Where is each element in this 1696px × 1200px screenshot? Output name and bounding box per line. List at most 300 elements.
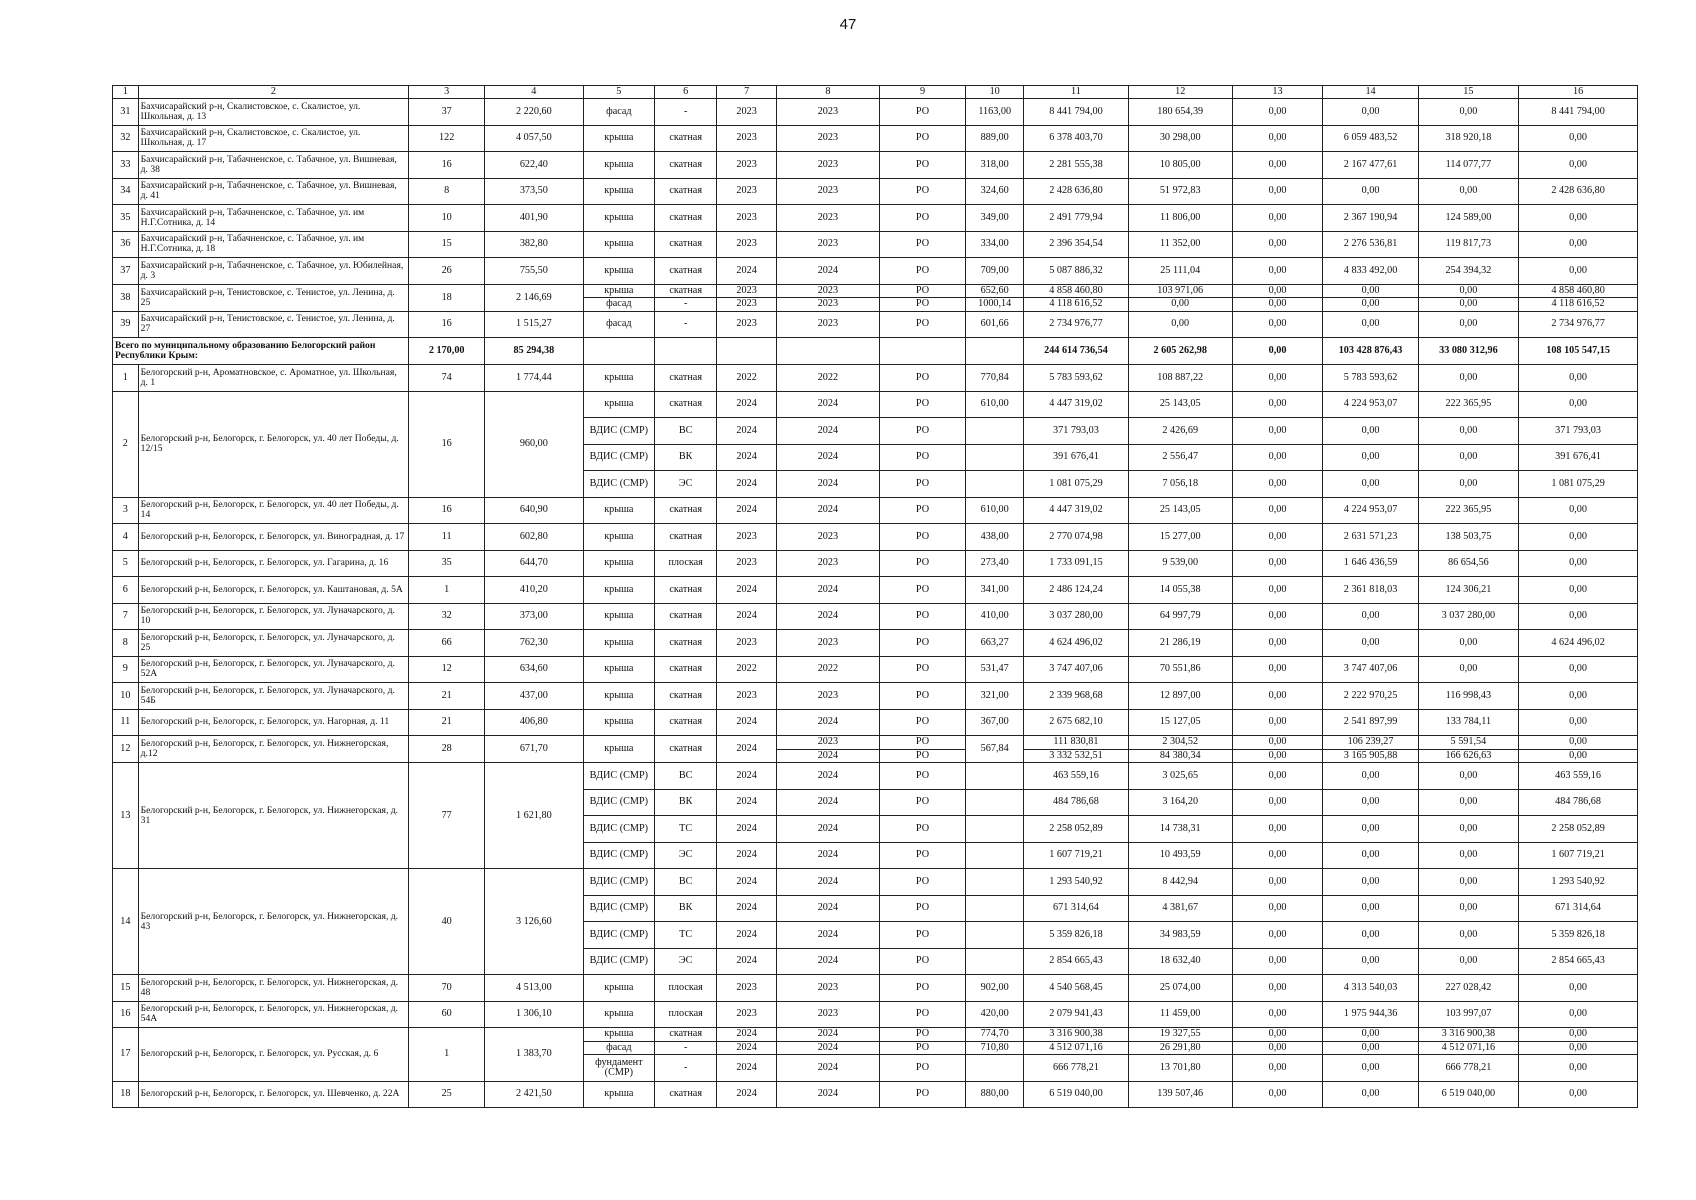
value-cell: 0,00 xyxy=(1232,1055,1323,1082)
work-type-cell: крыша xyxy=(583,391,655,418)
address-cell: Бахчисарайский р-н, Табачненское, с. Табачное, ул. Вишневая, д. 38 xyxy=(138,152,409,179)
value-cell: 11 459,00 xyxy=(1128,1001,1232,1028)
value-cell: 4 858 460,80 xyxy=(1519,284,1638,298)
area-cell: 2 146,69 xyxy=(485,284,583,311)
value-cell: 51 972,83 xyxy=(1128,178,1232,205)
apartments-cell: 28 xyxy=(409,736,485,763)
value-cell: 1 646 436,59 xyxy=(1323,550,1418,577)
apartments-cell: 16 xyxy=(409,391,485,497)
value-cell: РО xyxy=(879,749,966,763)
value-cell: 0,00 xyxy=(1232,842,1323,869)
value-cell: 70 551,86 xyxy=(1128,656,1232,683)
value-cell: 0,00 xyxy=(1519,577,1638,604)
capital-repair-table xyxy=(112,85,1638,1108)
value-cell: 371 793,03 xyxy=(1519,418,1638,445)
value-cell: 2022 xyxy=(777,365,880,392)
area-cell: 762,30 xyxy=(485,630,583,657)
value-cell: 2024 xyxy=(717,816,777,843)
amount-cell: 0,00 xyxy=(1519,736,1638,750)
table-row xyxy=(113,311,1638,338)
value-cell: 0,00 xyxy=(1519,656,1638,683)
value-cell: скатная xyxy=(655,603,717,630)
value-cell: плоская xyxy=(655,1001,717,1028)
work-type-cell: крыша xyxy=(583,550,655,577)
apartments-cell: 37 xyxy=(409,99,485,126)
work-type-cell: крыша xyxy=(583,1001,655,1028)
area-cell: 373,00 xyxy=(485,603,583,630)
value-cell: скатная xyxy=(655,630,717,657)
work-type-cell: ВДИС (СМР) xyxy=(583,789,655,816)
value-cell: 5 783 593,62 xyxy=(1323,365,1418,392)
row-number: 38 xyxy=(113,284,139,311)
table-row xyxy=(113,99,1638,126)
total-amount: 0,00 xyxy=(1232,338,1323,365)
table-row xyxy=(113,231,1638,258)
area-cell: 437,00 xyxy=(485,683,583,710)
work-type-cell: ВДИС (СМР) xyxy=(583,471,655,498)
value-cell: скатная xyxy=(655,258,717,285)
apartments-cell: 66 xyxy=(409,630,485,657)
apartments-cell: 32 xyxy=(409,603,485,630)
value-cell: 391 676,41 xyxy=(1024,444,1129,471)
row-number: 39 xyxy=(113,311,139,338)
value-cell: 2 428 636,80 xyxy=(1024,178,1129,205)
value-cell: 0,00 xyxy=(1418,444,1519,471)
value-cell: 0,00 xyxy=(1519,603,1638,630)
apartments-cell: 60 xyxy=(409,1001,485,1028)
work-type-cell: фасад xyxy=(583,99,655,126)
value-cell: 0,00 xyxy=(1418,99,1519,126)
apartments-cell: 77 xyxy=(409,763,485,869)
value-cell: 4 313 540,03 xyxy=(1323,975,1418,1002)
table-row xyxy=(113,152,1638,179)
value-cell: 671 314,64 xyxy=(1519,895,1638,922)
value-cell: 2023 xyxy=(717,284,777,298)
value-cell: 3 037 280,00 xyxy=(1418,603,1519,630)
value-cell xyxy=(966,895,1024,922)
value-cell: 114 077,77 xyxy=(1418,152,1519,179)
work-type-cell: фасад xyxy=(583,311,655,338)
value-cell: 889,00 xyxy=(966,125,1024,152)
value-cell: 0,00 xyxy=(1323,763,1418,790)
table-row xyxy=(113,550,1638,577)
amount-cell: 0,00 xyxy=(1232,736,1323,750)
value-cell: - xyxy=(655,1055,717,1082)
value-cell: 463 559,16 xyxy=(1519,763,1638,790)
value-cell: 0,00 xyxy=(1232,630,1323,657)
table-row xyxy=(113,577,1638,604)
value-cell: 770,84 xyxy=(966,365,1024,392)
value-cell: 2024 xyxy=(717,444,777,471)
work-type-cell: крыша xyxy=(583,284,655,298)
value-cell: 0,00 xyxy=(1323,471,1418,498)
address-cell: Белогорский р-н, Белогорск, г. Белогорск, ул. Виноградная, д. 17 xyxy=(138,524,409,551)
value-cell: 0,00 xyxy=(1323,948,1418,975)
work-type-cell: крыша xyxy=(583,178,655,205)
value-cell: 0,00 xyxy=(1232,922,1323,949)
amount-cell: 5 591,54 xyxy=(1418,736,1519,750)
value-cell: 3 747 407,06 xyxy=(1323,656,1418,683)
value-cell: 2024 xyxy=(777,895,880,922)
value-cell: 2023 xyxy=(717,1001,777,1028)
address-cell: Белогорский р-н, Белогорск, г. Белогорск, ул. Луначарского, д. 25 xyxy=(138,630,409,657)
table-row xyxy=(113,683,1638,710)
value-cell: 0,00 xyxy=(1323,1081,1418,1108)
value-cell: 5 359 826,18 xyxy=(1024,922,1129,949)
address-cell: Белогорский р-н, Белогорск, г. Белогорск, ул. Русская, д. 6 xyxy=(138,1028,409,1082)
value-cell: скатная xyxy=(655,205,717,232)
value-cell: 10 805,00 xyxy=(1128,152,1232,179)
address-cell: Белогорский р-н, Белогорск, г. Белогорск, ул. Нагорная, д. 11 xyxy=(138,709,409,736)
empty-cell xyxy=(966,338,1024,365)
value-cell: 0,00 xyxy=(1323,1041,1418,1055)
value-cell: 4 512 071,16 xyxy=(1418,1041,1519,1055)
area-cell: 602,80 xyxy=(485,524,583,551)
value-cell: 0,00 xyxy=(1323,842,1418,869)
value-cell: 2023 xyxy=(777,524,880,551)
area-cell: 640,90 xyxy=(485,497,583,524)
value-cell: 2023 xyxy=(777,736,880,750)
value-cell: 2024 xyxy=(717,418,777,445)
address-cell: Белогорский р-н, Белогорск, г. Белогорск, ул. Нижнегорская, д.12 xyxy=(138,736,409,763)
value-cell: 254 394,32 xyxy=(1418,258,1519,285)
value-cell: 610,00 xyxy=(966,497,1024,524)
value-cell: плоская xyxy=(655,975,717,1002)
value-cell: 0,00 xyxy=(1232,524,1323,551)
value-cell: 3 316 900,38 xyxy=(1024,1028,1129,1042)
value-cell: 2024 xyxy=(777,1055,880,1082)
value-cell: РО xyxy=(879,231,966,258)
value-cell: 2024 xyxy=(777,258,880,285)
value-cell: РО xyxy=(879,1081,966,1108)
table-row xyxy=(113,205,1638,232)
value-cell: РО xyxy=(879,1028,966,1042)
value-cell: 1 081 075,29 xyxy=(1519,471,1638,498)
table-row xyxy=(113,630,1638,657)
value-cell: 0,00 xyxy=(1418,178,1519,205)
value-cell: 0,00 xyxy=(1232,231,1323,258)
apartments-cell: 25 xyxy=(409,1081,485,1108)
value-cell: 2024 xyxy=(777,763,880,790)
value-cell xyxy=(966,789,1024,816)
address-cell: Бахчисарайский р-н, Табачненское, с. Табачное, ул. Вишневая, д. 41 xyxy=(138,178,409,205)
value-cell: 25 074,00 xyxy=(1128,975,1232,1002)
table-row xyxy=(113,603,1638,630)
address-cell: Бахчисарайский р-н, Тенистовское, с. Тенистое, ул. Ленина, д. 25 xyxy=(138,284,409,311)
value-cell: РО xyxy=(879,284,966,298)
value-cell: 0,00 xyxy=(1323,444,1418,471)
apartments-cell: 16 xyxy=(409,497,485,524)
value-cell: 4 858 460,80 xyxy=(1024,284,1129,298)
value-cell: 0,00 xyxy=(1232,789,1323,816)
value-cell: РО xyxy=(879,1041,966,1055)
value-cell: 5 359 826,18 xyxy=(1519,922,1638,949)
work-type-cell: ВДИС (СМР) xyxy=(583,816,655,843)
value-cell: 666 778,21 xyxy=(1418,1055,1519,1082)
value-cell: 8 441 794,00 xyxy=(1519,99,1638,126)
value-cell: РО xyxy=(879,603,966,630)
value-cell: 2024 xyxy=(717,922,777,949)
value-cell: 2024 xyxy=(777,922,880,949)
work-type-cell: ВДИС (СМР) xyxy=(583,869,655,896)
area-cell: 960,00 xyxy=(485,391,583,497)
value-cell: 12 897,00 xyxy=(1128,683,1232,710)
value-cell xyxy=(966,763,1024,790)
value-cell xyxy=(966,922,1024,949)
amount-cell: 2 304,52 xyxy=(1128,736,1232,750)
column-number-header: 2 xyxy=(138,86,409,99)
apartments-cell: 35 xyxy=(409,550,485,577)
year-cell: 2024 xyxy=(717,736,777,763)
value-cell: 103 997,07 xyxy=(1418,1001,1519,1028)
value-cell: 180 654,39 xyxy=(1128,99,1232,126)
value-cell: 273,40 xyxy=(966,550,1024,577)
value-cell: 2023 xyxy=(717,231,777,258)
value-cell: 0,00 xyxy=(1323,311,1418,338)
column-number-header: 6 xyxy=(655,86,717,99)
apartments-cell: 26 xyxy=(409,258,485,285)
value-cell: 124 306,21 xyxy=(1418,577,1519,604)
value-cell: 324,60 xyxy=(966,178,1024,205)
work-type-cell: крыша xyxy=(583,258,655,285)
area-cell: 406,80 xyxy=(485,709,583,736)
value-cell: 2023 xyxy=(777,975,880,1002)
value-cell: 8 442,94 xyxy=(1128,869,1232,896)
value-cell: 2 428 636,80 xyxy=(1519,178,1638,205)
table-row xyxy=(113,178,1638,205)
value-cell: 0,00 xyxy=(1519,709,1638,736)
value-cell: 0,00 xyxy=(1519,550,1638,577)
value-cell: ЭС xyxy=(655,842,717,869)
value-cell: 2023 xyxy=(777,152,880,179)
value-cell: 410,00 xyxy=(966,603,1024,630)
work-type-cell: крыша xyxy=(583,709,655,736)
value-cell: РО xyxy=(879,471,966,498)
value-cell: 2023 xyxy=(777,205,880,232)
column-number-header: 14 xyxy=(1323,86,1418,99)
value-cell: 2024 xyxy=(777,391,880,418)
value-cell: скатная xyxy=(655,231,717,258)
value-cell: скатная xyxy=(655,656,717,683)
value-cell: 25 111,04 xyxy=(1128,258,1232,285)
value-cell: 6 519 040,00 xyxy=(1024,1081,1129,1108)
value-cell: 0,00 xyxy=(1128,298,1232,312)
value-cell: 10 493,59 xyxy=(1128,842,1232,869)
apartments-cell: 1 xyxy=(409,577,485,604)
value-cell: 2024 xyxy=(777,789,880,816)
value-cell: скатная xyxy=(655,1081,717,1108)
value-cell: 0,00 xyxy=(1418,630,1519,657)
value-cell: 0,00 xyxy=(1519,497,1638,524)
value-cell: 4 624 496,02 xyxy=(1519,630,1638,657)
value-cell: 0,00 xyxy=(1232,298,1323,312)
value-cell: 0,00 xyxy=(1232,1028,1323,1042)
value-cell: РО xyxy=(879,99,966,126)
value-cell: ТС xyxy=(655,816,717,843)
value-cell: 0,00 xyxy=(1418,656,1519,683)
value-cell: 4 381,67 xyxy=(1128,895,1232,922)
table-row xyxy=(113,1081,1638,1108)
address-cell: Бахчисарайский р-н, Табачненское, с. Табачное, ул. Юбилейная, д. 3 xyxy=(138,258,409,285)
column-number-header: 3 xyxy=(409,86,485,99)
value-cell: 2024 xyxy=(777,816,880,843)
area-cell: 1 621,80 xyxy=(485,763,583,869)
row-number: 33 xyxy=(113,152,139,179)
value-cell: 0,00 xyxy=(1418,842,1519,869)
value-cell: 4 833 492,00 xyxy=(1323,258,1418,285)
table-row xyxy=(113,736,1638,750)
value-cell: 2023 xyxy=(777,178,880,205)
value-cell: 2023 xyxy=(777,231,880,258)
value-cell: 2 770 074,98 xyxy=(1024,524,1129,551)
value-cell: 531,47 xyxy=(966,656,1024,683)
work-type-cell: крыша xyxy=(583,975,655,1002)
value-cell: РО xyxy=(879,763,966,790)
row-number: 11 xyxy=(113,709,139,736)
value-cell: 902,00 xyxy=(966,975,1024,1002)
area-cell: 373,50 xyxy=(485,178,583,205)
value-cell: 0,00 xyxy=(1519,1001,1638,1028)
value-cell: РО xyxy=(879,842,966,869)
area-cell: 634,60 xyxy=(485,656,583,683)
apartments-cell: 40 xyxy=(409,869,485,975)
total-amount: 108 105 547,15 xyxy=(1519,338,1638,365)
value-cell: 2023 xyxy=(777,683,880,710)
value-cell: РО xyxy=(879,789,966,816)
work-type-cell: крыша xyxy=(583,524,655,551)
value-cell: 652,60 xyxy=(966,284,1024,298)
value-cell: 2024 xyxy=(717,948,777,975)
value-cell: скатная xyxy=(655,391,717,418)
value-cell: 4 447 319,02 xyxy=(1024,391,1129,418)
value-cell: 2024 xyxy=(777,1081,880,1108)
value-cell: 2 167 477,61 xyxy=(1323,152,1418,179)
value-cell: 15 277,00 xyxy=(1128,524,1232,551)
work-type-cell: ВДИС (СМР) xyxy=(583,922,655,949)
value-cell: 6 519 040,00 xyxy=(1418,1081,1519,1108)
row-number: 16 xyxy=(113,1001,139,1028)
value-cell: РО xyxy=(879,497,966,524)
value-cell: РО xyxy=(879,444,966,471)
value-cell: 8 441 794,00 xyxy=(1024,99,1129,126)
value-cell: 11 352,00 xyxy=(1128,231,1232,258)
amount-cell: 0,00 xyxy=(1232,749,1323,763)
area-cell: 401,90 xyxy=(485,205,583,232)
value-cell: 227 028,42 xyxy=(1418,975,1519,1002)
value-cell: 0,00 xyxy=(1519,1081,1638,1108)
value-cell: 4 118 616,52 xyxy=(1024,298,1129,312)
address-cell: Бахчисарайский р-н, Табачненское, с. Табачное, ул. им Н.Г.Сотника, д. 14 xyxy=(138,205,409,232)
value-cell: 0,00 xyxy=(1418,298,1519,312)
value-cell: 0,00 xyxy=(1232,365,1323,392)
value-cell: 2024 xyxy=(777,948,880,975)
value-cell: 774,70 xyxy=(966,1028,1024,1042)
value-cell: 0,00 xyxy=(1519,1028,1638,1042)
value-cell: 2 222 970,25 xyxy=(1323,683,1418,710)
value-cell: скатная xyxy=(655,284,717,298)
work-type-cell: крыша xyxy=(583,1028,655,1042)
value-cell: 4 624 496,02 xyxy=(1024,630,1129,657)
value-cell: 0,00 xyxy=(1232,444,1323,471)
total-amount: 244 614 736,54 xyxy=(1024,338,1129,365)
column-number-header: 16 xyxy=(1519,86,1638,99)
work-type-cell: крыша xyxy=(583,656,655,683)
value-cell: 0,00 xyxy=(1323,284,1418,298)
column-number-header: 8 xyxy=(777,86,880,99)
value-cell: скатная xyxy=(655,125,717,152)
apartments-cell: 15 xyxy=(409,231,485,258)
value-cell: 391 676,41 xyxy=(1519,444,1638,471)
value-cell: РО xyxy=(879,125,966,152)
column-number-header: 1 xyxy=(113,86,139,99)
apartments-cell: 16 xyxy=(409,311,485,338)
value-cell: скатная xyxy=(655,524,717,551)
table-row xyxy=(113,709,1638,736)
value-cell: 222 365,95 xyxy=(1418,391,1519,418)
value-cell: РО xyxy=(879,736,966,750)
work-type-cell: ВДИС (СМР) xyxy=(583,444,655,471)
value-cell: ВС xyxy=(655,418,717,445)
value-cell: РО xyxy=(879,418,966,445)
value-cell: 0,00 xyxy=(1232,125,1323,152)
value-cell: 0,00 xyxy=(1323,869,1418,896)
value-cell: 349,00 xyxy=(966,205,1024,232)
value-cell: 5 783 593,62 xyxy=(1024,365,1129,392)
value-cell: 139 507,46 xyxy=(1128,1081,1232,1108)
value-cell: 222 365,95 xyxy=(1418,497,1519,524)
value-cell: 0,00 xyxy=(1232,471,1323,498)
value-cell: 2023 xyxy=(777,125,880,152)
address-cell: Белогорский р-н, Белогорск, г. Белогорск, ул. Нижнегорская, д. 31 xyxy=(138,763,409,869)
value-cell: 709,00 xyxy=(966,258,1024,285)
value-cell: 2024 xyxy=(777,497,880,524)
value-cell: 0,00 xyxy=(1418,869,1519,896)
value-cell: 2024 xyxy=(717,869,777,896)
value-cell: 2023 xyxy=(717,630,777,657)
area-cell: 382,80 xyxy=(485,231,583,258)
value-cell: - xyxy=(655,298,717,312)
value-cell: 2023 xyxy=(717,524,777,551)
value-cell: 2022 xyxy=(717,365,777,392)
row-number: 2 xyxy=(113,391,139,497)
work-type-cell: крыша xyxy=(583,231,655,258)
value-cell: 2024 xyxy=(717,842,777,869)
total-amount: 103 428 876,43 xyxy=(1323,338,1418,365)
row-number: 32 xyxy=(113,125,139,152)
value-cell: 484 786,68 xyxy=(1024,789,1129,816)
value-cell: 2024 xyxy=(717,763,777,790)
column-number-header: 10 xyxy=(966,86,1024,99)
value-cell: 2 396 354,54 xyxy=(1024,231,1129,258)
value-cell: 2023 xyxy=(717,125,777,152)
value-cell: РО xyxy=(879,630,966,657)
value-cell: 2024 xyxy=(777,842,880,869)
value-cell: 0,00 xyxy=(1519,1055,1638,1082)
value-cell: 25 143,05 xyxy=(1128,497,1232,524)
value-cell: 2023 xyxy=(717,311,777,338)
value-cell: 371 793,03 xyxy=(1024,418,1129,445)
value-cell: 0,00 xyxy=(1519,683,1638,710)
value-cell: 108 887,22 xyxy=(1128,365,1232,392)
value-cell: 0,00 xyxy=(1519,524,1638,551)
value-cell: 2 339 968,68 xyxy=(1024,683,1129,710)
empty-cell xyxy=(655,338,717,365)
value-cell: 0,00 xyxy=(1519,975,1638,1002)
value-cell: 0,00 xyxy=(1418,763,1519,790)
value-cell: 2024 xyxy=(777,577,880,604)
value-cell: скатная xyxy=(655,178,717,205)
value-cell: 0,00 xyxy=(1519,258,1638,285)
